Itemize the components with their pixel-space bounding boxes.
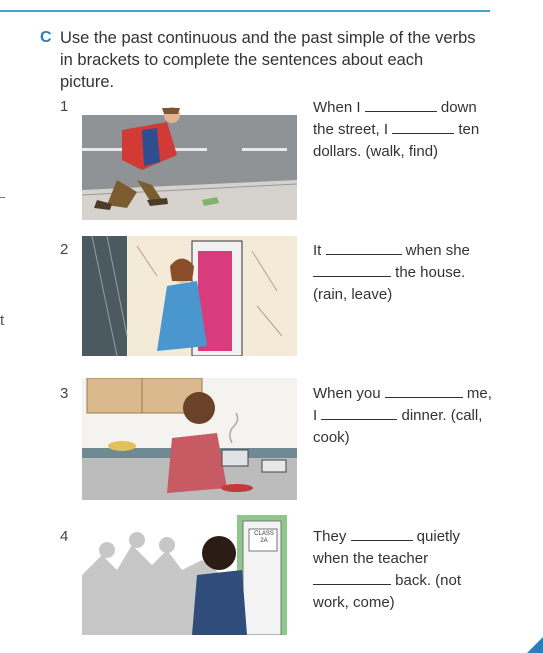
exercise-instruction (40, 27, 480, 93)
man-walking-drawing (82, 100, 297, 220)
item-1-blank-1[interactable] (365, 97, 437, 112)
item-number-4: 4 (60, 528, 69, 545)
item-1-text-a: When I (313, 99, 365, 116)
item-1-sentence (313, 97, 493, 163)
item-3-text-c: dinner. (call, cook) (313, 407, 483, 446)
illustration-man-walking (82, 100, 297, 220)
item-3-blank-2[interactable] (321, 405, 397, 420)
page-corner (527, 637, 543, 653)
instruction-text: Use the past continuous and the past simple of the verbs in brackets to complete the sentences about each picture. (60, 29, 476, 91)
item-1-text-b: down the street, I (313, 99, 477, 138)
exercise-label: C (40, 29, 52, 46)
item-2-blank-2[interactable] (313, 262, 391, 277)
item-4-text-a: They (313, 528, 351, 545)
item-4-text-b: quietly when the teacher (313, 528, 461, 567)
item-3-blank-1[interactable] (385, 383, 463, 398)
class-door-sign: CLASS 2A (254, 531, 274, 544)
man-cooking-drawing (82, 378, 297, 500)
woman-rain-drawing (82, 236, 297, 356)
margin-tick (0, 197, 5, 198)
top-rule (0, 10, 490, 12)
item-2-text-c: the house. (rain, leave) (313, 264, 466, 303)
item-4-sentence (313, 526, 493, 614)
item-1-text-c: ten dollars. (walk, find) (313, 121, 480, 160)
item-2-text-b: when she (401, 242, 470, 259)
item-2-text-a: It (313, 242, 326, 259)
margin-letter: t (0, 312, 5, 329)
item-number-2: 2 (60, 241, 69, 258)
item-3-sentence (313, 383, 493, 449)
illustration-classroom (82, 515, 297, 635)
item-3-text-a: When you (313, 385, 385, 402)
item-number-1: 1 (60, 98, 69, 115)
item-4-blank-2[interactable] (313, 570, 391, 585)
item-4-text-c: back. (not work, come) (313, 572, 462, 611)
item-4-blank-1[interactable] (351, 526, 413, 541)
item-1-blank-2[interactable] (392, 119, 454, 134)
illustration-man-cooking (82, 378, 297, 500)
illustration-woman-rain (82, 236, 297, 356)
item-2-sentence (313, 240, 493, 306)
item-2-blank-1[interactable] (326, 240, 402, 255)
item-number-3: 3 (60, 385, 69, 402)
item-3-text-b: me, I (313, 385, 492, 424)
